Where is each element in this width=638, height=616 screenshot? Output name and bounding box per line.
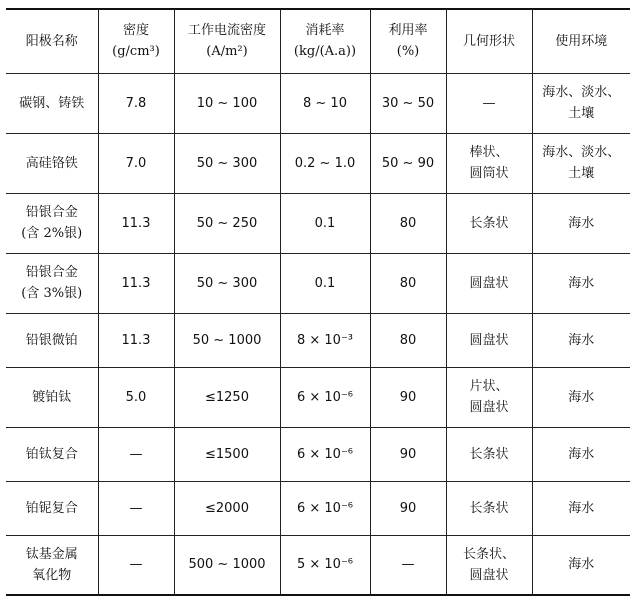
shape-cell-line: 圆盘状 [469,567,509,583]
shape-cell-line: 长条状 [469,446,509,462]
current-density-cell: 500 ~ 1000 [174,535,280,595]
table-row [6,367,630,427]
shape-cell [446,253,532,313]
consumption-cell: 6 × 10⁻⁶ [280,481,370,535]
anode-name-cell-line: 镀铂钛 [32,389,72,405]
header-anode-name [6,9,98,73]
utilization-cell: — [370,535,446,595]
table-row [6,313,630,367]
environment-cell [532,367,630,427]
anode-name-cell [6,313,98,367]
environment-cell [532,133,630,193]
utilization-cell: 90 [370,427,446,481]
environment-cell-line: 海水 [568,389,595,405]
density-cell: 11.3 [98,193,174,253]
header-line: 使用环境 [555,33,608,49]
table-row [6,253,630,313]
table-body [6,73,630,595]
environment-cell-line: 海水、淡水、 [542,85,621,100]
current-density-cell: 50 ~ 300 [174,133,280,193]
environment-cell-line: 海水 [568,275,595,291]
anode-name-cell [6,535,98,595]
header-consumption [280,9,370,73]
consumption-cell: 6 × 10⁻⁶ [280,367,370,427]
density-cell: — [98,535,174,595]
header-shape [446,9,532,73]
header-line: 几何形状 [462,33,515,49]
shape-cell-line: 长条状 [469,500,509,516]
utilization-cell: 90 [370,481,446,535]
environment-cell-line: 海水 [568,500,595,516]
density-cell: — [98,481,174,535]
current-density-cell: 50 ~ 1000 [174,313,280,367]
density-cell: 5.0 [98,367,174,427]
anode-name-cell-line: (含 3%银) [21,286,83,301]
utilization-cell: 90 [370,367,446,427]
utilization-cell: 80 [370,253,446,313]
utilization-cell: 50 ~ 90 [370,133,446,193]
table-row [6,481,630,535]
anode-properties-table [6,8,630,596]
utilization-cell: 30 ~ 50 [370,73,446,133]
environment-cell-line: 土壤 [568,106,595,121]
table-row [6,133,630,193]
shape-cell-line: — [482,95,496,111]
density-cell: 7.8 [98,73,174,133]
header-unit: (%) [396,44,420,60]
anode-name-cell-line: 高硅铬铁 [25,155,78,171]
header-utilization [370,9,446,73]
environment-cell [532,73,630,133]
header-line: 阳极名称 [25,33,78,49]
environment-cell [532,253,630,313]
shape-cell-line: 棒状、 [469,145,509,160]
environment-cell-line: 海水、淡水、 [542,145,621,160]
anode-name-cell [6,253,98,313]
anode-name-cell-line: 碳钢、铸铁 [19,95,85,111]
anode-name-cell [6,73,98,133]
environment-cell-line: 海水 [568,446,595,462]
shape-cell [446,427,532,481]
environment-cell-line: 土壤 [568,166,595,181]
anode-name-cell [6,193,98,253]
consumption-cell: 0.1 [280,253,370,313]
density-cell: 11.3 [98,253,174,313]
anode-name-cell-line: 铂铌复合 [25,500,78,516]
shape-cell-line: 长条状 [469,215,509,231]
current-density-cell: 10 ~ 100 [174,73,280,133]
table-row [6,73,630,133]
shape-cell-line: 圆盘状 [469,332,509,348]
anode-name-cell [6,427,98,481]
consumption-cell: 8 × 10⁻³ [280,313,370,367]
header-line: 密度 [122,23,149,39]
consumption-cell: 0.2 ~ 1.0 [280,133,370,193]
current-density-cell: 50 ~ 250 [174,193,280,253]
current-density-cell: ≤2000 [174,481,280,535]
anode-name-cell [6,367,98,427]
environment-cell [532,535,630,595]
anode-name-cell [6,481,98,535]
shape-cell [446,535,532,595]
environment-cell-line: 海水 [568,332,595,348]
current-density-cell: 50 ~ 300 [174,253,280,313]
header-unit: (A/m²) [206,44,248,60]
shape-cell [446,367,532,427]
shape-cell-line: 圆盘状 [469,275,509,291]
anode-name-cell-line: 钛基金属 [25,546,78,562]
consumption-cell: 5 × 10⁻⁶ [280,535,370,595]
density-cell: 11.3 [98,313,174,367]
anode-name-cell-line: 铅银合金 [25,265,78,280]
header-environment [532,9,630,73]
table-row [6,427,630,481]
shape-cell [446,133,532,193]
environment-cell [532,481,630,535]
consumption-cell: 0.1 [280,193,370,253]
environment-cell [532,427,630,481]
utilization-cell: 80 [370,193,446,253]
header-current-density [174,9,280,73]
environment-cell-line: 海水 [568,215,595,231]
density-cell: 7.0 [98,133,174,193]
density-cell: — [98,427,174,481]
consumption-cell: 8 ~ 10 [280,73,370,133]
environment-cell [532,313,630,367]
header-density [98,9,174,73]
header-line: 消耗率 [305,23,345,39]
header-line: 工作电流密度 [187,23,266,39]
current-density-cell: ≤1500 [174,427,280,481]
shape-cell-line: 长条状、 [462,546,515,562]
environment-cell-line: 海水 [568,557,595,573]
current-density-cell: ≤1250 [174,367,280,427]
header-unit: (g/cm³) [112,44,160,60]
anode-name-cell-line: 铅银微铂 [25,332,78,348]
shape-cell [446,481,532,535]
table-row [6,193,630,253]
anode-name-cell-line: 铂钛复合 [25,446,78,462]
table-row [6,535,630,595]
header-line: 利用率 [388,23,428,39]
environment-cell [532,193,630,253]
shape-cell [446,73,532,133]
shape-cell-line: 圆盘状 [469,400,509,415]
shape-cell-line: 片状、 [469,379,509,394]
header-unit: (kg/(A.a)) [293,44,357,60]
utilization-cell: 80 [370,313,446,367]
anode-name-cell [6,133,98,193]
shape-cell [446,193,532,253]
table-header-row [6,9,630,73]
anode-name-cell-line: 铅银合金 [25,205,78,220]
anode-name-cell-line: (含 2%银) [21,226,83,241]
anode-name-cell-line: 氧化物 [32,567,72,583]
consumption-cell: 6 × 10⁻⁶ [280,427,370,481]
shape-cell-line: 圆筒状 [469,166,509,181]
shape-cell [446,313,532,367]
